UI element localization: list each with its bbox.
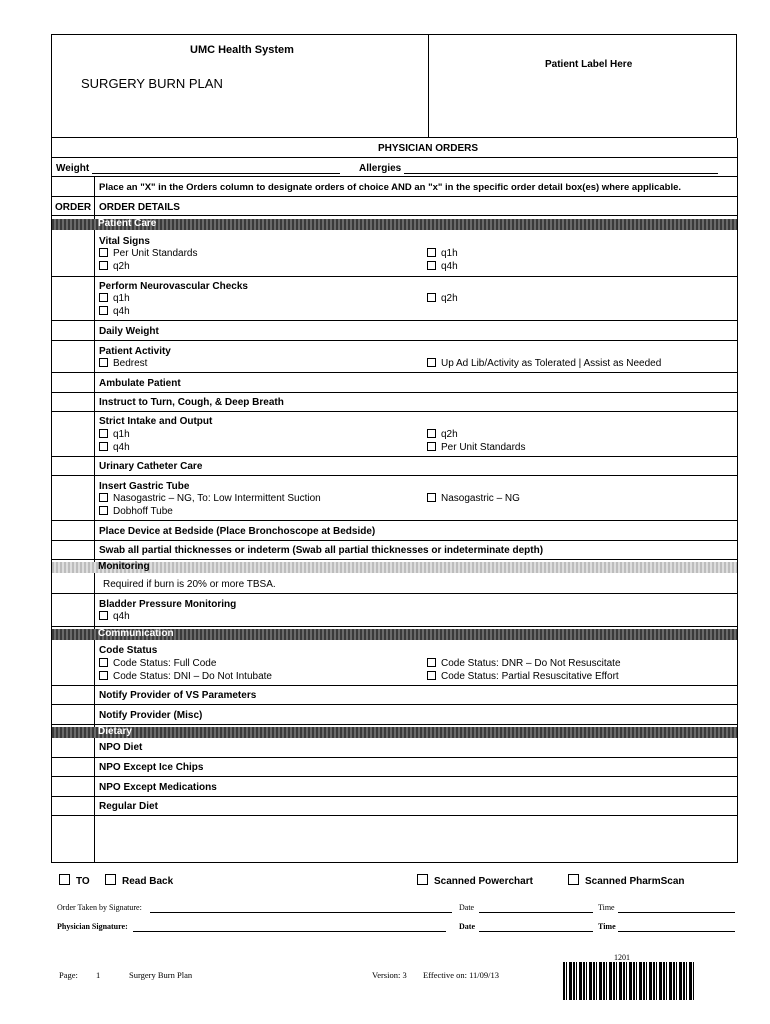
footer-effective-date: Effective on: 11/09/13	[423, 970, 500, 980]
order-turn-cough: Instruct to Turn, Cough, & Deep Breath	[99, 397, 284, 408]
rule	[51, 520, 737, 521]
option-up-ad-lib[interactable]: Up Ad Lib/Activity as Tolerated | Assist as Needed	[427, 358, 661, 369]
rule	[51, 776, 737, 777]
option-ng-suction[interactable]: Nasogastric – NG, To: Low Intermittent Suction	[99, 493, 321, 504]
checkbox-icon[interactable]	[59, 874, 70, 885]
option-vs-q2h[interactable]: q2h	[99, 261, 130, 272]
checkbox-icon[interactable]	[99, 261, 108, 270]
checkbox-icon[interactable]	[427, 429, 436, 438]
rule	[51, 196, 737, 197]
physician-signature-label: Physician Signature:	[57, 922, 128, 931]
footer-version: Version: 3	[372, 970, 407, 980]
to-checkbox[interactable]: TO	[59, 874, 90, 887]
time-field[interactable]	[618, 931, 735, 932]
checkbox-icon[interactable]	[105, 874, 116, 885]
rule	[51, 685, 737, 686]
read-back-checkbox[interactable]: Read Back	[105, 874, 173, 887]
order-ambulate: Ambulate Patient	[99, 378, 181, 389]
order-column-header: ORDER	[55, 202, 92, 213]
option-bedrest[interactable]: Bedrest	[99, 358, 147, 369]
order-place-device: Place Device at Bedside (Place Bronchoscope at Bedside)	[99, 526, 376, 537]
checkbox-icon[interactable]	[99, 442, 108, 451]
order-gastric-tube: Insert Gastric Tube	[99, 481, 190, 492]
physician-orders-heading: PHYSICIAN ORDERS	[378, 143, 479, 154]
option-io-q2h[interactable]: q2h	[427, 429, 458, 440]
date-field[interactable]	[479, 931, 593, 932]
rule	[51, 475, 737, 476]
rule	[51, 815, 737, 816]
option-vs-per-unit[interactable]: Per Unit Standards	[99, 248, 198, 259]
order-npo-medications: NPO Except Medications	[99, 782, 217, 793]
footer-form-name: Surgery Burn Plan	[129, 970, 193, 980]
rule	[51, 626, 737, 627]
rule	[51, 176, 737, 177]
footer-page-label: Page:	[59, 970, 78, 980]
weight-label: Weight	[56, 163, 90, 174]
scanned-pharmscan-checkbox[interactable]: Scanned PharmScan	[568, 874, 684, 887]
time-label: Time	[598, 922, 616, 931]
bottom-border	[51, 862, 738, 863]
section-communication	[52, 629, 737, 640]
order-urinary-catheter: Urinary Catheter Care	[99, 461, 203, 472]
physician-signature-field[interactable]	[133, 931, 446, 932]
option-bladder-q4h[interactable]: q4h	[99, 611, 130, 622]
rule	[51, 704, 737, 705]
order-taken-signature-field[interactable]	[150, 912, 452, 913]
order-npo-ice-chips: NPO Except Ice Chips	[99, 762, 204, 773]
order-npo-diet: NPO Diet	[99, 742, 143, 753]
section-title: Patient Care	[98, 218, 157, 229]
section-title: Monitoring	[98, 561, 150, 572]
order-notify-vs: Notify Provider of VS Parameters	[99, 690, 257, 701]
checkbox-icon[interactable]	[99, 658, 108, 667]
order-bladder-pressure: Bladder Pressure Monitoring	[99, 599, 237, 610]
option-neuro-q2h[interactable]: q2h	[427, 293, 458, 304]
checkbox-icon[interactable]	[99, 293, 108, 302]
section-dietary	[52, 727, 737, 738]
checkbox-icon[interactable]	[99, 671, 108, 680]
rule	[51, 593, 737, 594]
instruction-text: Place an "X" in the Orders column to designate orders of choice AND an "x" in the specific order detail box(es) where applicable.	[99, 182, 682, 193]
date-label: Date	[459, 903, 475, 912]
rule	[51, 456, 737, 457]
page-title: SURGERY BURN PLAN	[81, 76, 223, 91]
organization-name: UMC Health System	[190, 44, 294, 56]
option-dnr[interactable]: Code Status: DNR – Do Not Resuscitate	[427, 658, 621, 669]
checkbox-icon[interactable]	[568, 874, 579, 885]
rule	[51, 796, 737, 797]
checkbox-icon[interactable]	[427, 293, 436, 302]
order-neurovascular: Perform Neurovascular Checks	[99, 281, 248, 292]
rule	[51, 540, 737, 541]
rule	[51, 157, 737, 158]
rule	[51, 340, 737, 341]
rule	[51, 392, 737, 393]
checkbox-icon[interactable]	[99, 429, 108, 438]
checkbox-icon[interactable]	[99, 248, 108, 257]
option-io-q1h[interactable]: q1h	[99, 429, 130, 440]
option-dni[interactable]: Code Status: DNI – Do Not Intubate	[99, 671, 272, 682]
order-code-status: Code Status	[99, 645, 158, 656]
rule	[51, 724, 737, 725]
barcode-icon	[563, 962, 694, 1000]
option-io-per-unit[interactable]: Per Unit Standards	[427, 442, 526, 453]
checkbox-icon[interactable]	[427, 261, 436, 270]
order-taken-label: Order Taken by Signature:	[57, 903, 142, 912]
time-label: Time	[598, 903, 615, 912]
option-full-code[interactable]: Code Status: Full Code	[99, 658, 216, 669]
checkbox-icon[interactable]	[427, 442, 436, 451]
section-patient-care	[52, 219, 737, 230]
option-ng[interactable]: Nasogastric – NG	[427, 493, 520, 504]
checkbox-icon[interactable]	[427, 358, 436, 367]
rule	[51, 215, 737, 216]
rule	[51, 320, 737, 321]
checkbox-icon[interactable]	[427, 658, 436, 667]
order-details-column-header: ORDER DETAILS	[99, 202, 180, 213]
checkbox-icon[interactable]	[99, 506, 108, 515]
date-field[interactable]	[479, 912, 593, 913]
checkbox-icon[interactable]	[99, 306, 108, 315]
order-regular-diet: Regular Diet	[99, 801, 158, 812]
checkbox-icon[interactable]	[99, 358, 108, 367]
monitoring-note: Required if burn is 20% or more TBSA.	[103, 579, 276, 590]
header-divider	[428, 34, 429, 138]
section-title: Communication	[98, 628, 174, 639]
option-dobhoff[interactable]: Dobhoff Tube	[99, 506, 173, 517]
order-intake-output: Strict Intake and Output	[99, 416, 213, 427]
checkbox-icon[interactable]	[99, 493, 108, 502]
patient-label-area: Patient Label Here	[545, 59, 633, 70]
allergies-label: Allergies	[359, 163, 402, 174]
time-field[interactable]	[618, 912, 735, 913]
option-vs-q1h[interactable]: q1h	[427, 248, 458, 259]
rule	[51, 559, 737, 560]
rule	[51, 411, 737, 412]
checkbox-icon[interactable]	[427, 671, 436, 680]
date-label: Date	[459, 922, 475, 931]
order-swab: Swab all partial thicknesses or indeterm (Swab all partial thicknesses or indeterminate depth)	[99, 545, 544, 556]
rule	[51, 276, 737, 277]
option-vs-q4h[interactable]: q4h	[427, 261, 458, 272]
order-vital-signs: Vital Signs	[99, 236, 150, 247]
option-io-q4h[interactable]: q4h	[99, 442, 130, 453]
option-partial-resuscitative[interactable]: Code Status: Partial Resuscitative Effort	[427, 671, 619, 682]
right-border	[737, 138, 738, 863]
rule	[51, 757, 737, 758]
left-border	[51, 138, 52, 863]
checkbox-icon[interactable]	[427, 248, 436, 257]
section-monitoring	[52, 562, 737, 573]
option-neuro-q1h[interactable]: q1h	[99, 293, 130, 304]
order-daily-weight: Daily Weight	[99, 326, 159, 337]
weight-field[interactable]	[92, 173, 340, 174]
checkbox-icon[interactable]	[427, 493, 436, 502]
checkbox-icon[interactable]	[417, 874, 428, 885]
allergies-field[interactable]	[404, 173, 718, 174]
option-neuro-q4h[interactable]: q4h	[99, 306, 130, 317]
order-patient-activity: Patient Activity	[99, 346, 171, 357]
form-code: 1201	[614, 953, 630, 962]
order-notify-misc: Notify Provider (Misc)	[99, 710, 203, 721]
rule	[51, 372, 737, 373]
footer-page-number: 1	[96, 970, 101, 980]
scanned-powerchart-checkbox[interactable]: Scanned Powerchart	[417, 874, 533, 887]
order-column-divider	[94, 176, 95, 862]
checkbox-icon[interactable]	[99, 611, 108, 620]
section-title: Dietary	[98, 726, 132, 737]
